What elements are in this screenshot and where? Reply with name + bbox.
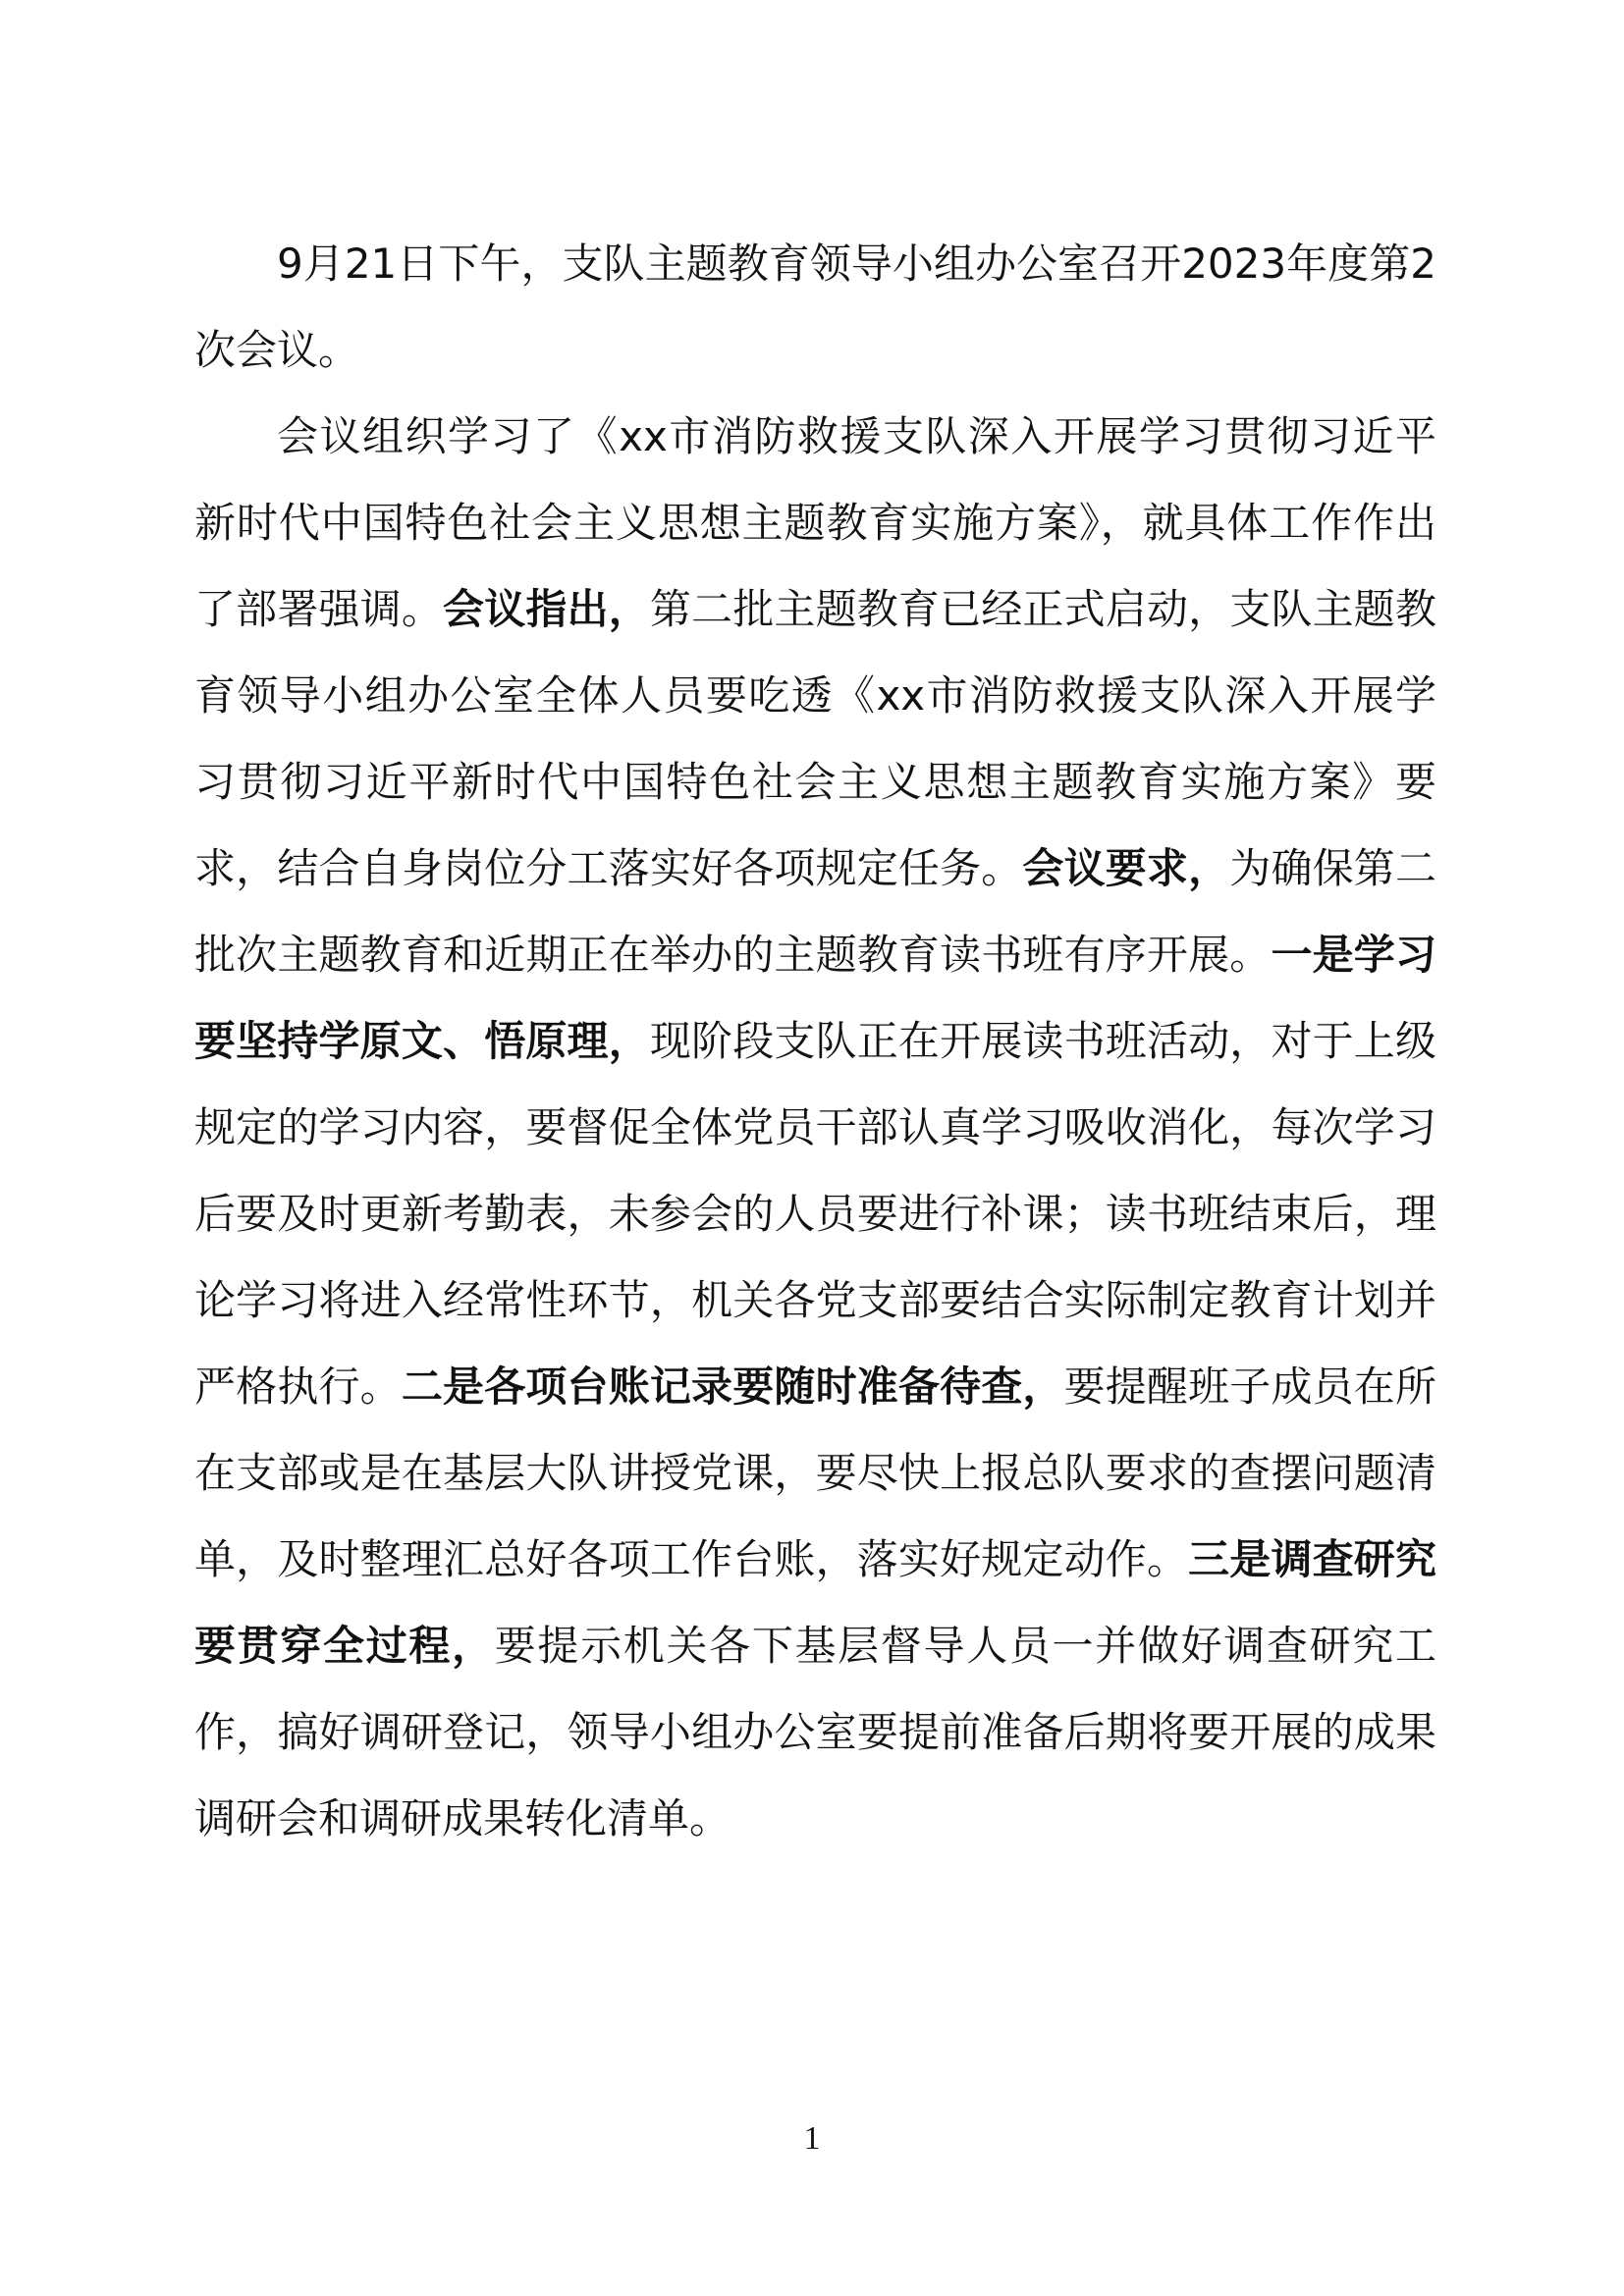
text-segment: 为确保第二批次主题教育和近期正在举办的主题教育读书班有序开展。 (194, 844, 1436, 979)
text-segment: 要提示机关各下基层督导人员一并做好调查研究工作，搞好调研登记，领导小组办公室要提前准备后期将要开展的成果调研会和调研成果转化清单。 (194, 1622, 1436, 1842)
paragraph-meeting-content (194, 394, 1436, 1862)
bold-heading-point-three: 三是调查研究要贯穿全过程， (194, 1535, 1436, 1670)
text-segment: 会议组织学习了《xx市消防救援支队深入开展学习贯彻习近平新时代中国特色社会主义思想主题教育实施方案》，就具体工作作出了部署强调。 (194, 412, 1436, 633)
text-segment: 9月21日下午，支队主题教育领导小组办公室召开2023年度第2次会议。 (194, 240, 1436, 374)
text-segment: 第二批主题教育已经正式启动，支队主题教育领导小组办公室全体人员要吃透《xx市消防救援支队深入开展学习贯彻习近平新时代中国特色社会主义思想主题教育实施方案》要求，结合自身岗位分工落实好各项规定任务。 (194, 585, 1436, 892)
document-body (194, 221, 1436, 1862)
page-number: 1 (803, 2120, 821, 2157)
bold-heading-point-one: 一是学习要坚持学原文、悟原理， (194, 931, 1436, 1065)
bold-heading-meeting-requires: 会议要求， (1022, 844, 1230, 892)
bold-heading-point-two: 二是各项台账记录要随时准备待查， (401, 1362, 1064, 1411)
bold-heading-meeting-pointed-out: 会议指出， (443, 585, 650, 633)
text-segment: 现阶段支队正在开展读书班活动，对于上级规定的学习内容，要督促全体党员干部认真学习吸收消化，每次学习后要及时更新考勤表，未参会的人员要进行补课；读书班结束后，理论学习将进入经常性环节，机关各党支部要结合实际制定教育计划并严格执行。 (194, 1017, 1436, 1411)
text-segment: 要提醒班子成员在所在支部或是在基层大队讲授党课，要尽快上报总队要求的查摆问题清单，及时整理汇总好各项工作台账，落实好规定动作。 (194, 1362, 1436, 1583)
paragraph-meeting-intro (194, 221, 1436, 394)
